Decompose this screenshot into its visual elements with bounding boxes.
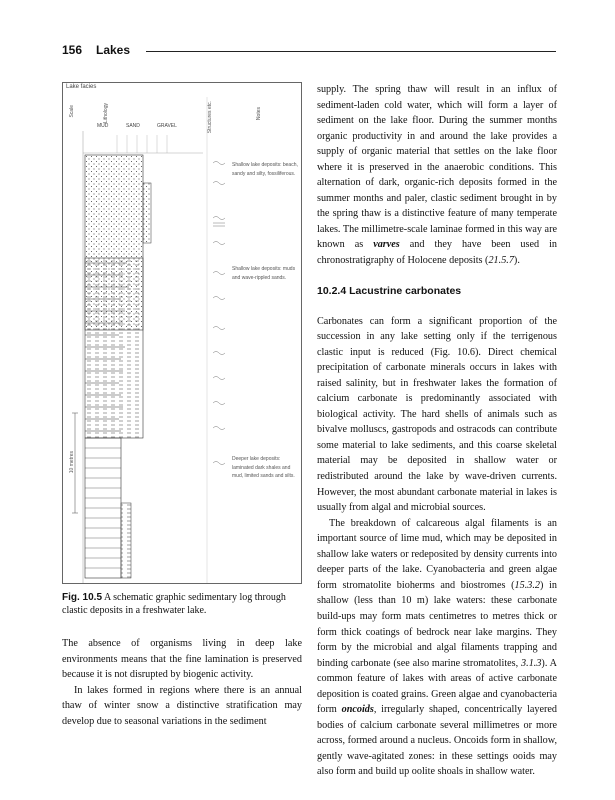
right-column: [317, 82, 557, 780]
notes-column-label: Notes: [256, 107, 262, 121]
page-number: 156: [62, 43, 83, 57]
lithology-log: [63, 83, 301, 583]
cross-reference: 3.1.3: [521, 657, 542, 669]
figure-frame-title: Lake facies: [66, 84, 97, 90]
paragraph: The absence of organisms living in deep lake environments means that the fine lamination is preserved because it is not disrupted by biogenic activity.: [62, 638, 302, 681]
paragraph: In lakes formed in regions where there is an annual thaw of winter snow a distinctive stratification may develop due to seasonal variations in the sediment: [62, 684, 302, 727]
header-rule: [146, 51, 556, 52]
sedimentary-log-figure: [62, 82, 302, 584]
figure-caption-text: A schematic graphic sedimentary log through clastic deposits in a freshwater lake.: [62, 592, 286, 616]
lithology-column-label: Lithology: [103, 103, 109, 124]
paragraph-oncoids: The breakdown of calcareous algal filaments is an important source of lime mud, which may be deposited in shallow lake waters or redeposited by density currents into deeper parts of the lake. Cyanobacteria and green algae form stromatolite bioherms and biostromes (15.3.2) in shallow (less than 10 m) lake waters: these carbonate build-ups may form mats centimetres to metres thick or form thick coatings of bedrock near lake margins. They form by the microbial and algal filaments trapping and binding carbonate (see also marine stromatolites, 3.1.3). A common feature of lakes with areas of active carbonate deposition is coated grains. Green algae and cyanobacteria form oncoids, irregularly shaped, concentrically layered bodies of calcium carbonate several millimetres or more across, formed around a nucleus. Oncoids form in shallow, gently wave-agitated zones: in these settings ooids may also form and build up oolite shoals in shallow water.: [317, 517, 557, 778]
cross-reference: 21.5.7: [488, 255, 514, 267]
section-heading: 10.2.4 Lacustrine carbonates: [317, 284, 462, 297]
scale-bar-label: 10 metres: [69, 451, 75, 474]
figure-note-deeper-lake: Deeper lake deposits: laminated dark shales and mud, limited sands and silts.: [232, 456, 295, 479]
running-header: [62, 43, 556, 59]
cross-reference: 15.3.2: [514, 579, 540, 591]
structures-column-label: Structures etc.: [207, 101, 213, 134]
figure-note-shallow-beach: Shallow lake deposits: beach, sandy and silty, fossiliferous.: [232, 162, 298, 177]
figure-note-shallow-muds: Shallow lake deposits: muds and wave-rippled sands.: [232, 266, 296, 281]
running-title: Lakes: [96, 43, 131, 57]
term-oncoids: oncoids: [341, 704, 374, 716]
left-column: [62, 636, 302, 729]
grain-size-sand: SAND: [126, 123, 140, 129]
term-varves: varves: [373, 239, 400, 251]
grain-size-mud: MUD: [97, 123, 109, 129]
grain-size-gravel: GRAVEL: [157, 123, 177, 129]
paragraph-varves: supply. The spring thaw will result in an influx of sediment-laden cold water, which will form a layer of sediment on the lake floor. During the summer months organic productivity in and around the lake provides a supply of organic material that settles on the lake floor where it is preserved in the anaerobic conditions. This alternation of dark, organic-rich deposits formed in the summer months and paler, clastic sediment brought in by the spring thaw is a distinctive feature of many temperate lakes. The millimetre-scale laminae formed in this way are known as varves and they have been used in chronostratigraphy of Holocene deposits (21.5.7).: [317, 84, 557, 267]
figure-caption: [62, 592, 302, 618]
scale-column-label: Scale: [69, 105, 75, 118]
figure-label: Fig. 10.5: [62, 592, 103, 603]
paragraph: Carbonates can form a significant proportion of the succession in any lake setting only if the terrigenous clastic input is reduced (Fig. 10.6). Direct chemical precipitation of carbonate minerals occurs in lakes with raised salinity, but in freshwater lakes the formation of calcium carbonate is predominantly associated with biological activity. The hard shells of animals such as bivalve molluscs, gastropods and ostracods can contribute some material to lake sediments, and this coarse skeletal material may be deposited in shallow water or redistributed around the lake by wave-driven currents. However, the most abundant carbonate material in lakes is usually from algal and microbial sources.: [317, 315, 557, 514]
